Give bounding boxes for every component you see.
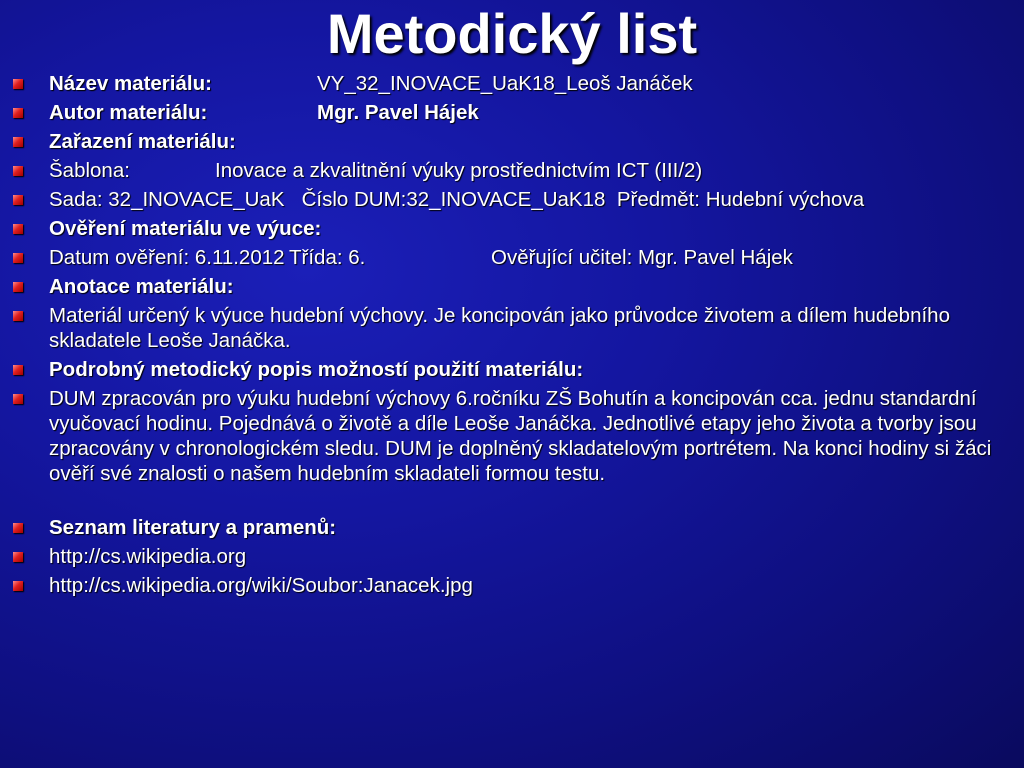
red-square-bullet-icon	[13, 137, 23, 147]
autor-value: Mgr. Pavel Hájek	[317, 101, 479, 124]
popis-text: DUM zpracován pro výuku hudební výchovy 6.ročníku ZŠ Bohutín a koncipován cca. jednu standardní vyučovací hodinu. Pojednává o životě a díle Leoše Janáčka. Jednotlivé etapy jeho života a tvorby jsou zpracovány v chronologickém sledu. DUM je doplněný skladatelovým portrétem. Na konci hodiny si žáci ověří své znalosti o našem hudebním skladateli formou testu.	[49, 387, 992, 485]
list-item-zarazeni	[0, 129, 1024, 154]
red-square-bullet-icon	[13, 581, 23, 591]
list-item-autor	[0, 100, 1024, 125]
source-link-janacek-image[interactable]: http://cs.wikipedia.org/wiki/Soubor:Janacek.jpg	[49, 574, 473, 597]
sada-text: Sada: 32_INOVACE_UaK	[49, 188, 285, 211]
red-square-bullet-icon	[13, 253, 23, 263]
slide-title: Metodický list	[326, 2, 698, 65]
trida-text: Třída: 6.	[289, 246, 366, 269]
red-square-bullet-icon	[13, 365, 23, 375]
red-square-bullet-icon	[13, 108, 23, 118]
nazev-value: VY_32_INOVACE_UaK18_Leoš Janáček	[317, 72, 693, 95]
red-square-bullet-icon	[13, 166, 23, 176]
red-square-bullet-icon	[13, 311, 23, 321]
list-item-overeni	[0, 216, 1024, 241]
sablona-label: Šablona:	[49, 159, 130, 182]
list-item-anotace	[0, 274, 1024, 299]
predmet-text: Předmět: Hudební výchova	[616, 188, 865, 211]
anotace-label: Anotace materiálu:	[49, 275, 234, 298]
overeni-label: Ověření materiálu ve výuce:	[49, 217, 322, 240]
red-square-bullet-icon	[13, 552, 23, 562]
list-item-literatura	[0, 515, 1024, 540]
list-item-link2	[0, 573, 1024, 598]
red-square-bullet-icon	[13, 79, 23, 89]
overujici-text: Ověřující učitel: Mgr. Pavel Hájek	[491, 246, 793, 269]
literatura-label: Seznam literatury a pramenů:	[49, 516, 337, 539]
list-item-sablona	[0, 158, 1024, 183]
red-square-bullet-icon	[13, 224, 23, 234]
list-item-sada	[0, 187, 1024, 212]
red-square-bullet-icon	[13, 394, 23, 404]
list-item-nazev	[0, 71, 1024, 96]
red-square-bullet-icon	[13, 523, 23, 533]
list-item-popis-text	[0, 386, 1024, 486]
red-square-bullet-icon	[13, 195, 23, 205]
datum-text: Datum ověření: 6.11.2012	[49, 246, 285, 269]
list-item-anotace-text	[0, 303, 1024, 353]
zarazeni-label: Zařazení materiálu:	[49, 130, 236, 153]
bullet-list	[0, 71, 1024, 602]
cislo-dum-text: Číslo DUM:32_INOVACE_UaK18	[301, 188, 606, 211]
popis-label: Podrobný metodický popis možností použití materiálu:	[49, 358, 584, 381]
list-item-datum	[0, 245, 1024, 270]
sablona-value: Inovace a zkvalitnění výuky prostřednictvím ICT (III/2)	[215, 159, 703, 182]
nazev-label: Název materiálu:	[49, 72, 212, 95]
anotace-text: Materiál určený k výuce hudební výchovy. Je koncipován jako průvodce životem a dílem hudebního skladatele Leoše Janáčka.	[49, 304, 950, 352]
list-item-link1	[0, 544, 1024, 569]
list-item-popis	[0, 357, 1024, 382]
autor-label: Autor materiálu:	[49, 101, 208, 124]
source-link-wikipedia[interactable]: http://cs.wikipedia.org	[49, 545, 247, 568]
red-square-bullet-icon	[13, 282, 23, 292]
